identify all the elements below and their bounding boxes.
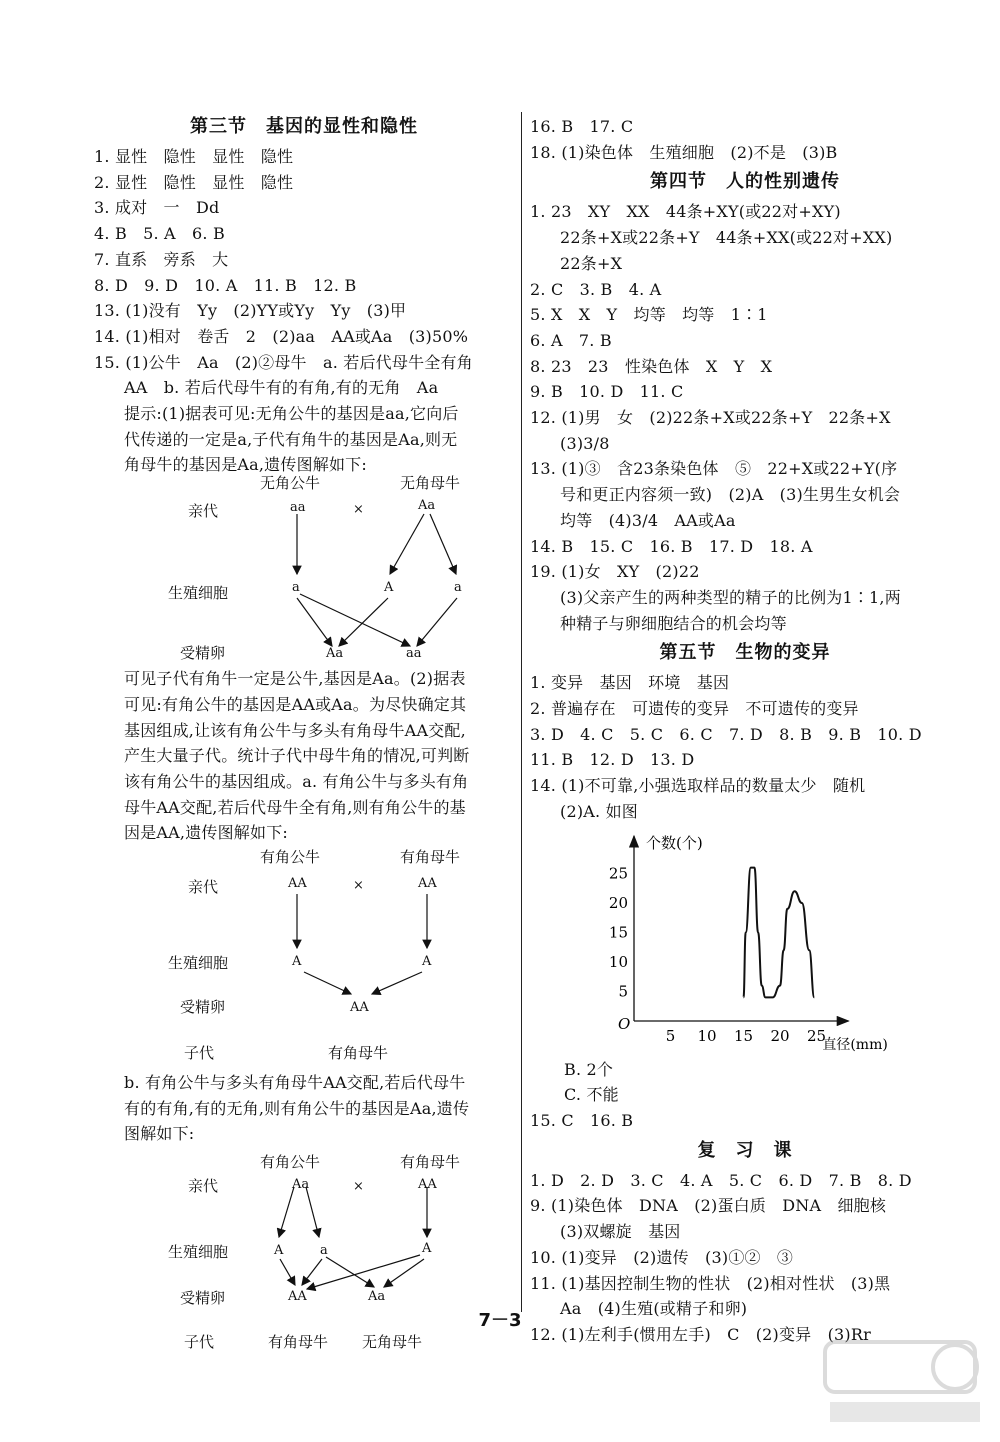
x-tick-label: 15 bbox=[733, 1026, 754, 1045]
answer-line: 19. (1)女 XY (2)22 bbox=[530, 562, 700, 582]
answer-line: 产生大量子代。统计子代中母牛角的情况,可判断 bbox=[124, 746, 470, 766]
answer-line: 9. (1)染色体 DNA (2)蛋白质 DNA 细胞核 bbox=[530, 1196, 887, 1216]
answer-line: 13. (1)没有 Yy (2)YY或Yy Yy (3)甲 bbox=[94, 301, 407, 321]
female-gene: AA bbox=[418, 1177, 437, 1193]
female-label: 无角母牛 bbox=[400, 474, 461, 493]
left-lines-top bbox=[94, 144, 514, 478]
answer-line: 13. (1)③ 含23条染色体 ⑤ 22+X或22+Y(序 bbox=[530, 459, 898, 479]
answer-line: 5. X X Y 均等 均等 1∶1 bbox=[530, 305, 768, 325]
diameter-count-chart bbox=[530, 825, 960, 1057]
left-lines-mid bbox=[94, 666, 514, 846]
zygote: AA bbox=[288, 1289, 307, 1305]
left-column bbox=[94, 110, 514, 1352]
answer-line: (2)A. 如图 bbox=[560, 801, 638, 821]
gamete: A bbox=[274, 1243, 284, 1259]
female-label: 有角母牛 bbox=[400, 1153, 461, 1172]
answer-line: 14. (1)不可靠,小强选取样品的数量太少 随机 bbox=[530, 776, 866, 796]
zygote: Aa bbox=[368, 1289, 386, 1305]
gamete: A bbox=[384, 580, 394, 596]
answer-line: 种精子与卵细胞结合的机会均等 bbox=[560, 613, 787, 633]
child-label: 有角母牛 bbox=[268, 1333, 329, 1352]
answer-line: C. 不能 bbox=[564, 1085, 619, 1105]
gamete: a bbox=[320, 1243, 328, 1259]
page-number: 7－3 bbox=[478, 1310, 522, 1331]
answer-line: 11. (1)基因控制生物的性状 (2)相对性状 (3)黑 bbox=[530, 1273, 891, 1293]
answer-line: 8. 23 23 性染色体 X Y X bbox=[530, 356, 773, 376]
row-parent-label: 亲代 bbox=[188, 878, 219, 897]
column-divider bbox=[521, 112, 522, 1312]
answer-line: Aa (4)生殖(或精子和卵) bbox=[560, 1299, 748, 1319]
row-child-label: 子代 bbox=[184, 1044, 215, 1063]
x-tick-label: 10 bbox=[697, 1026, 717, 1045]
origin-label: O bbox=[618, 1014, 631, 1033]
answer-line: (3)双螺旋 基因 bbox=[560, 1222, 681, 1242]
child-label: 有角母牛 bbox=[328, 1044, 389, 1063]
answer-line: 1. D 2. D 3. C 4. A 5. C 6. D 7. B 8. D bbox=[530, 1170, 912, 1190]
answer-line: 该有角公牛的基因组成。a. 有角公牛与多头有角 bbox=[124, 771, 469, 791]
gamete: A bbox=[292, 954, 302, 970]
y-tick-label: 25 bbox=[608, 864, 628, 883]
answer-line: 可见:有角公牛的基因是AA或Aa。为尽快确定其 bbox=[124, 694, 467, 714]
answer-line: 10. (1)变异 (2)遗传 (3)①② ③ bbox=[530, 1247, 794, 1267]
answer-line: 15. C 16. B bbox=[530, 1110, 634, 1130]
gamete: A bbox=[422, 954, 432, 970]
answer-line: 可见子代有角牛一定是公牛,基因是Aa。(2)据表 bbox=[124, 669, 466, 689]
x-axis-label: 直径(mm) bbox=[822, 1036, 888, 1053]
x-tick-label: 20 bbox=[770, 1026, 790, 1045]
row-child-label: 子代 bbox=[184, 1333, 215, 1352]
cross-symbol: × bbox=[353, 502, 364, 518]
male-label: 无角公牛 bbox=[260, 474, 321, 493]
answer-line: 9. B 10. D 11. C bbox=[530, 382, 684, 402]
answer-line: 12. (1)男 女 (2)22条+X或22条+Y 22条+X bbox=[530, 408, 891, 428]
answer-line: 3. 成对 一 Dd bbox=[94, 198, 220, 218]
watermark-logo-icon bbox=[820, 1332, 990, 1432]
answer-line: 12. (1)左利手(惯用左手) C (2)变异 (3)Rr bbox=[530, 1324, 871, 1344]
left-lines-low bbox=[94, 1070, 514, 1147]
row-zygote-label: 受精卵 bbox=[180, 644, 226, 663]
row-zygote-label: 受精卵 bbox=[180, 1289, 226, 1308]
section4-heading: 第四节 人的性别遗传 bbox=[650, 171, 840, 193]
answer-line: 提示:(1)据表可见:无角公牛的基因是aa,它向后 bbox=[124, 404, 459, 424]
answer-line: 有的有角,有的无角,则有角公牛的基因是Aa,遗传 bbox=[124, 1098, 470, 1118]
answer-line: 号和更正内容须一致) (2)A (3)生男生女机会 bbox=[560, 485, 901, 505]
answer-line: (3)父亲产生的两种类型的精子的比例为1∶1,两 bbox=[560, 587, 901, 607]
series-line bbox=[744, 867, 815, 997]
answer-line: 3. D 4. C 5. C 6. C 7. D 8. B 9. B 10. D bbox=[530, 724, 922, 744]
cross-symbol: × bbox=[353, 1179, 364, 1195]
row-gamete-label: 生殖细胞 bbox=[168, 1243, 229, 1262]
male-label: 有角公牛 bbox=[260, 848, 321, 867]
answer-line: 22条+X或22条+Y 44条+XX(或22对+XX) bbox=[560, 228, 893, 248]
zygote: AA bbox=[350, 1000, 369, 1016]
answer-line: B. 2个 bbox=[564, 1059, 614, 1079]
answer-line: 2. 显性 隐性 显性 隐性 bbox=[94, 172, 294, 192]
row-parent-label: 亲代 bbox=[188, 1177, 219, 1196]
x-tick-label: 5 bbox=[665, 1026, 676, 1045]
row-zygote-label: 受精卵 bbox=[180, 998, 226, 1017]
answer-line: 均等 (4)3/4 AA或Aa bbox=[560, 510, 736, 530]
answer-line: 母牛AA交配,若后代母牛全有角,则有角公牛的基 bbox=[124, 797, 466, 817]
answer-line: 角母牛的基因是Aa,遗传图解如下: bbox=[124, 455, 367, 475]
y-axis-label: 个数(个) bbox=[646, 833, 703, 852]
male-gene: AA bbox=[288, 876, 307, 892]
y-tick-label: 20 bbox=[608, 893, 628, 912]
male-label: 有角公牛 bbox=[260, 1153, 321, 1172]
y-tick-label: 5 bbox=[618, 982, 628, 1001]
review-heading: 复 习 课 bbox=[697, 1139, 793, 1161]
gamete: a bbox=[292, 580, 300, 596]
row-gamete-label: 生殖细胞 bbox=[168, 954, 229, 973]
answer-line: 4. B 5. A 6. B bbox=[94, 224, 225, 244]
gamete: A bbox=[422, 1241, 432, 1257]
answer-line: b. 有角公牛与多头有角母牛AA交配,若后代母牛 bbox=[124, 1073, 466, 1093]
answer-line: (3)3/8 bbox=[560, 433, 610, 453]
answer-line: 14. B 15. C 16. B 17. D 18. A bbox=[530, 536, 813, 556]
zygote: Aa bbox=[326, 646, 344, 662]
answer-line: 11. B 12. D 13. D bbox=[530, 750, 695, 770]
row-parent-label: 亲代 bbox=[188, 502, 219, 521]
right-column bbox=[530, 114, 960, 1348]
female-gene: AA bbox=[418, 876, 437, 892]
answer-line: 因是AA,遗传图解如下: bbox=[124, 823, 288, 843]
answer-line: 22条+X bbox=[560, 253, 623, 273]
male-gene: aa bbox=[290, 500, 306, 516]
answer-line: 基因组成,让该有角公牛与多头有角母牛AA交配, bbox=[124, 720, 466, 740]
answer-line: 8. D 9. D 10. A 11. B 12. B bbox=[94, 275, 357, 295]
gamete: a bbox=[454, 580, 462, 596]
answer-line: 14. (1)相对 卷舌 2 (2)aa AA或Aa (3)50% bbox=[94, 326, 469, 346]
x-tick-label: 25 bbox=[806, 1026, 827, 1045]
section3-heading: 第三节 基因的显性和隐性 bbox=[190, 116, 418, 137]
answer-line: 6. A 7. B bbox=[530, 330, 612, 350]
zygote: aa bbox=[406, 646, 422, 662]
section5-heading: 第五节 生物的变异 bbox=[659, 642, 831, 664]
genetic-diagram-1 bbox=[94, 474, 514, 663]
female-label: 有角母牛 bbox=[400, 848, 461, 867]
male-gene: Aa bbox=[292, 1177, 310, 1193]
answer-line: 图解如下: bbox=[124, 1124, 195, 1144]
cross-symbol: × bbox=[353, 878, 364, 894]
child-label: 无角母牛 bbox=[362, 1333, 423, 1352]
genetic-diagram-2 bbox=[94, 846, 514, 1068]
answer-line: 7. 直系 旁系 大 bbox=[94, 249, 229, 269]
answer-line: 1. 变异 基因 环境 基因 bbox=[530, 673, 730, 693]
answer-line: 18. (1)染色体 生殖细胞 (2)不是 (3)B bbox=[530, 142, 838, 162]
answer-line: 2. 普遍存在 可遗传的变异 不可遗传的变异 bbox=[530, 699, 859, 719]
answer-line: 15. (1)公牛 Aa (2)②母牛 a. 若后代母牛全有角 bbox=[94, 352, 473, 372]
female-gene: Aa bbox=[418, 498, 436, 514]
chart-svg bbox=[530, 825, 960, 1057]
row-gamete-label: 生殖细胞 bbox=[168, 584, 229, 603]
answer-line: 1. 23 XY XX 44条+XY(或22对+XY) bbox=[530, 202, 841, 222]
answer-line: 2. C 3. B 4. A bbox=[530, 279, 662, 299]
answer-line: 16. B 17. C bbox=[530, 117, 634, 136]
answer-line: AA b. 若后代母牛有的有角,有的无角 Aa bbox=[124, 378, 439, 398]
y-tick-label: 15 bbox=[608, 923, 628, 942]
answer-line: 1. 显性 隐性 显性 隐性 bbox=[94, 147, 294, 166]
y-tick-label: 10 bbox=[608, 952, 628, 971]
answer-line: 代传递的一定是a,子代有角牛的基因是Aa,则无 bbox=[124, 429, 458, 449]
